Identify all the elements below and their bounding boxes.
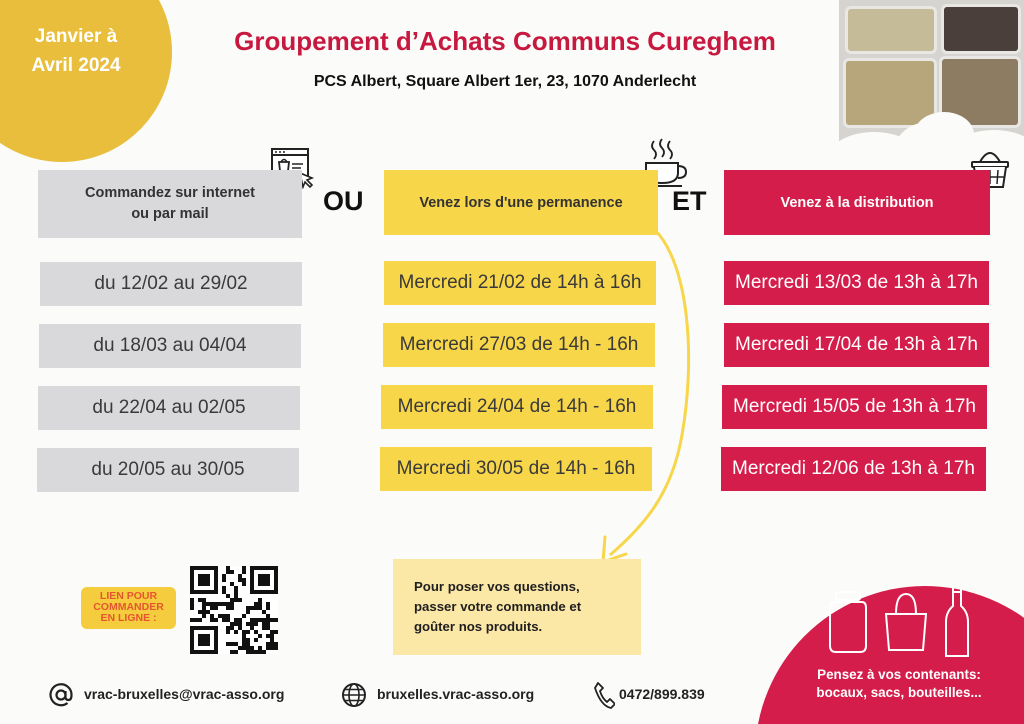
order-period-4: du 20/05 au 30/05 [37, 448, 299, 492]
connector-or: OU [323, 186, 364, 216]
info-line-2: passer votre commande et [414, 599, 582, 614]
containers-line-1: Pensez à vos contenants: [817, 667, 981, 682]
connector-and: ET [672, 186, 707, 216]
info-line-1: Pour poser vos questions, [414, 579, 580, 594]
period-label [6, 22, 146, 80]
jar-icon [828, 590, 868, 654]
order-period-1: du 12/02 au 29/02 [40, 262, 302, 306]
contact-phone[interactable]: 0472/899.839 [619, 686, 705, 702]
header-online-line-2: ou par mail [131, 206, 209, 222]
header-online-order [38, 170, 302, 238]
header-online-line-1: Commandez sur internet [85, 185, 255, 201]
containers-reminder [788, 666, 1010, 702]
qr-code[interactable] [190, 566, 278, 654]
distribution-1: Mercredi 13/03 de 13h à 17h [724, 261, 989, 305]
at-icon [48, 682, 74, 708]
permanence-4: Mercredi 30/05 de 14h - 16h [380, 447, 652, 491]
bottle-icon [944, 584, 970, 660]
globe-icon [341, 682, 367, 708]
header-distribution: Venez à la distribution [724, 170, 990, 235]
info-box [393, 559, 641, 655]
info-line-3: goûter nos produits. [414, 619, 543, 634]
order-period-2: du 18/03 au 04/04 [39, 324, 301, 368]
permanence-3: Mercredi 24/04 de 14h - 16h [381, 385, 653, 429]
order-period-3: du 22/04 au 02/05 [38, 386, 300, 430]
phone-icon [593, 681, 615, 709]
containers-line-2: bocaux, sacs, bouteilles... [816, 685, 982, 700]
distribution-3: Mercredi 15/05 de 13h à 17h [722, 385, 987, 429]
distribution-2: Mercredi 17/04 de 13h à 17h [724, 323, 989, 367]
permanence-1: Mercredi 21/02 de 14h à 16h [384, 261, 656, 305]
tote-bag-icon [882, 592, 930, 652]
order-link-line-1: LIEN POUR [99, 590, 158, 602]
page-title: Groupement d’Achats Communs Cureghem [234, 26, 776, 56]
contact-website[interactable]: bruxelles.vrac-asso.org [377, 686, 535, 702]
order-link-label [81, 587, 176, 629]
period-line-1: Janvier à [34, 26, 118, 47]
bulk-food-photo [839, 0, 1024, 155]
period-line-2: Avril 2024 [31, 55, 121, 76]
contact-email[interactable]: vrac-bruxelles@vrac-asso.org [84, 686, 285, 702]
order-link-line-3: EN LIGNE : [100, 612, 157, 624]
address: PCS Albert, Square Albert 1er, 23, 1070 Anderlecht [313, 73, 697, 90]
header-permanence: Venez lors d'une permanence [384, 170, 658, 235]
curved-arrow [590, 225, 700, 575]
permanence-2: Mercredi 27/03 de 14h - 16h [383, 323, 655, 367]
order-link-line-2: COMMANDER [93, 601, 164, 613]
distribution-4: Mercredi 12/06 de 13h à 17h [721, 447, 986, 491]
